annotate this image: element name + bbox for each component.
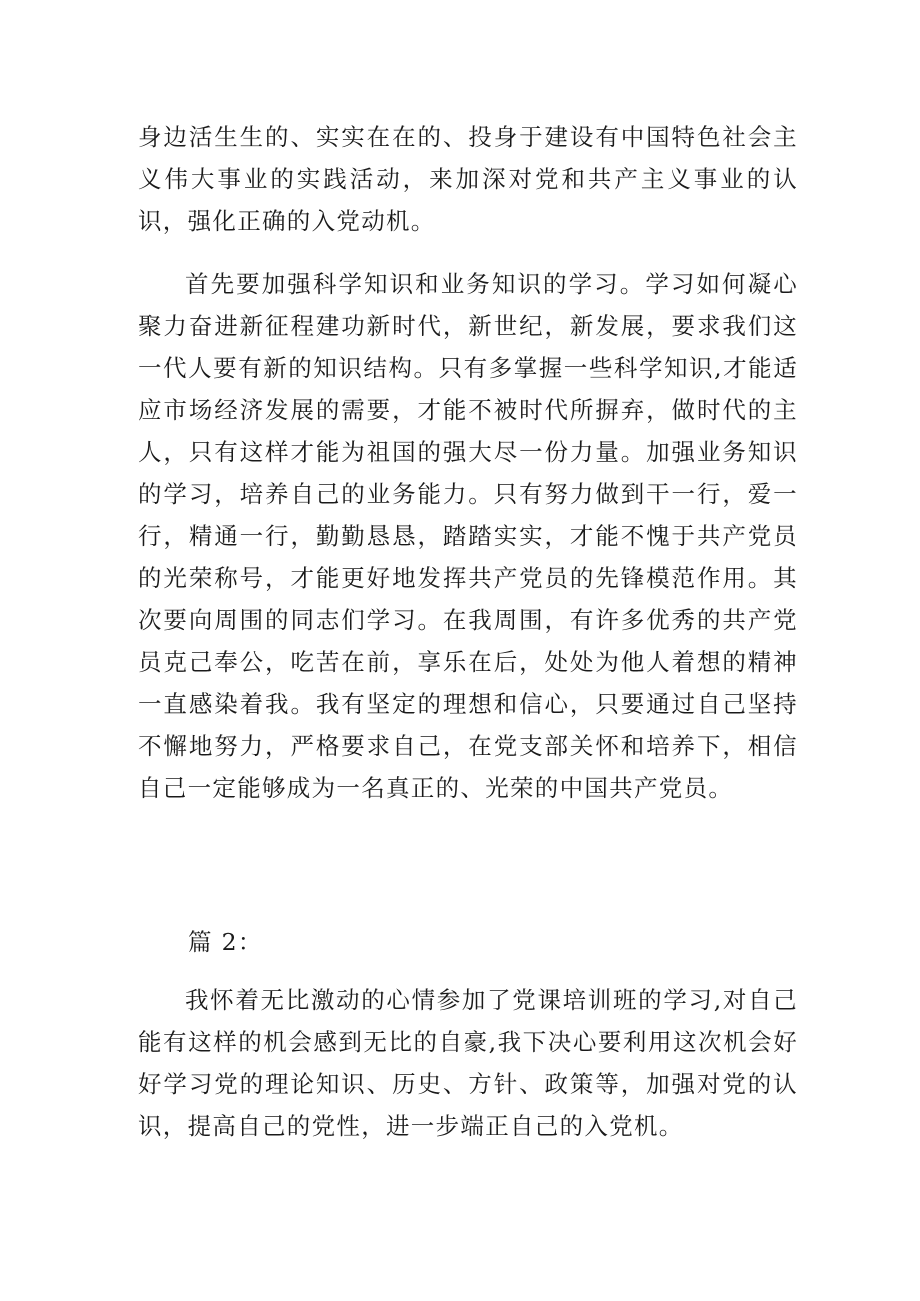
body-paragraph-2: 我怀着无比激动的心情参加了党课培训班的学习,对自己能有这样的机会感到无比的自豪,我下决心要利用这次机会好好学习党的理论知识、历史、方针、政策等，加强对党的认识，提高自己的党性，进一步端正自己的入党机。 (138, 986, 798, 1140)
body-paragraph-1: 首先要加强科学知识和业务知识的学习。学习如何凝心聚力奋进新征程建功新时代，新世纪，新发展，要求我们这一代人要有新的知识结构。只有多掌握一些科学知识,才能适应市场经济发展的需要，才能不被时代所摒弃，做时代的主人，只有这样才能为祖国的强大尽一份力量。加强业务知识的学习，培养自己的业务能力。只有努力做到干一行，爱一行，精通一行，勤勤恳恳，踏踏实实，才能不愧于共产党员的光荣称号，才能更好地发挥共产党员的先锋模范作用。其次要向周围的同志们学习。在我周围，有许多优秀的共产党员克己奉公，吃苦在前，享乐在后，处处为他人着想的精神一直感染着我。我有坚定的理想和信心，只要通过自己坚持不懈地努力，严格要求自己，在党支部关怀和培养下，相信自己一定能够成为一名真正的、光荣的中国共产党员。 (138, 270, 798, 802)
continuation-paragraph: 身边活生生的、实实在在的、投身于建设有中国特色社会主义伟大事业的实践活动，来加深对党和共产主义事业的认识，强化正确的入党动机。 (138, 123, 798, 235)
section-heading: 篇 2： (188, 928, 263, 956)
